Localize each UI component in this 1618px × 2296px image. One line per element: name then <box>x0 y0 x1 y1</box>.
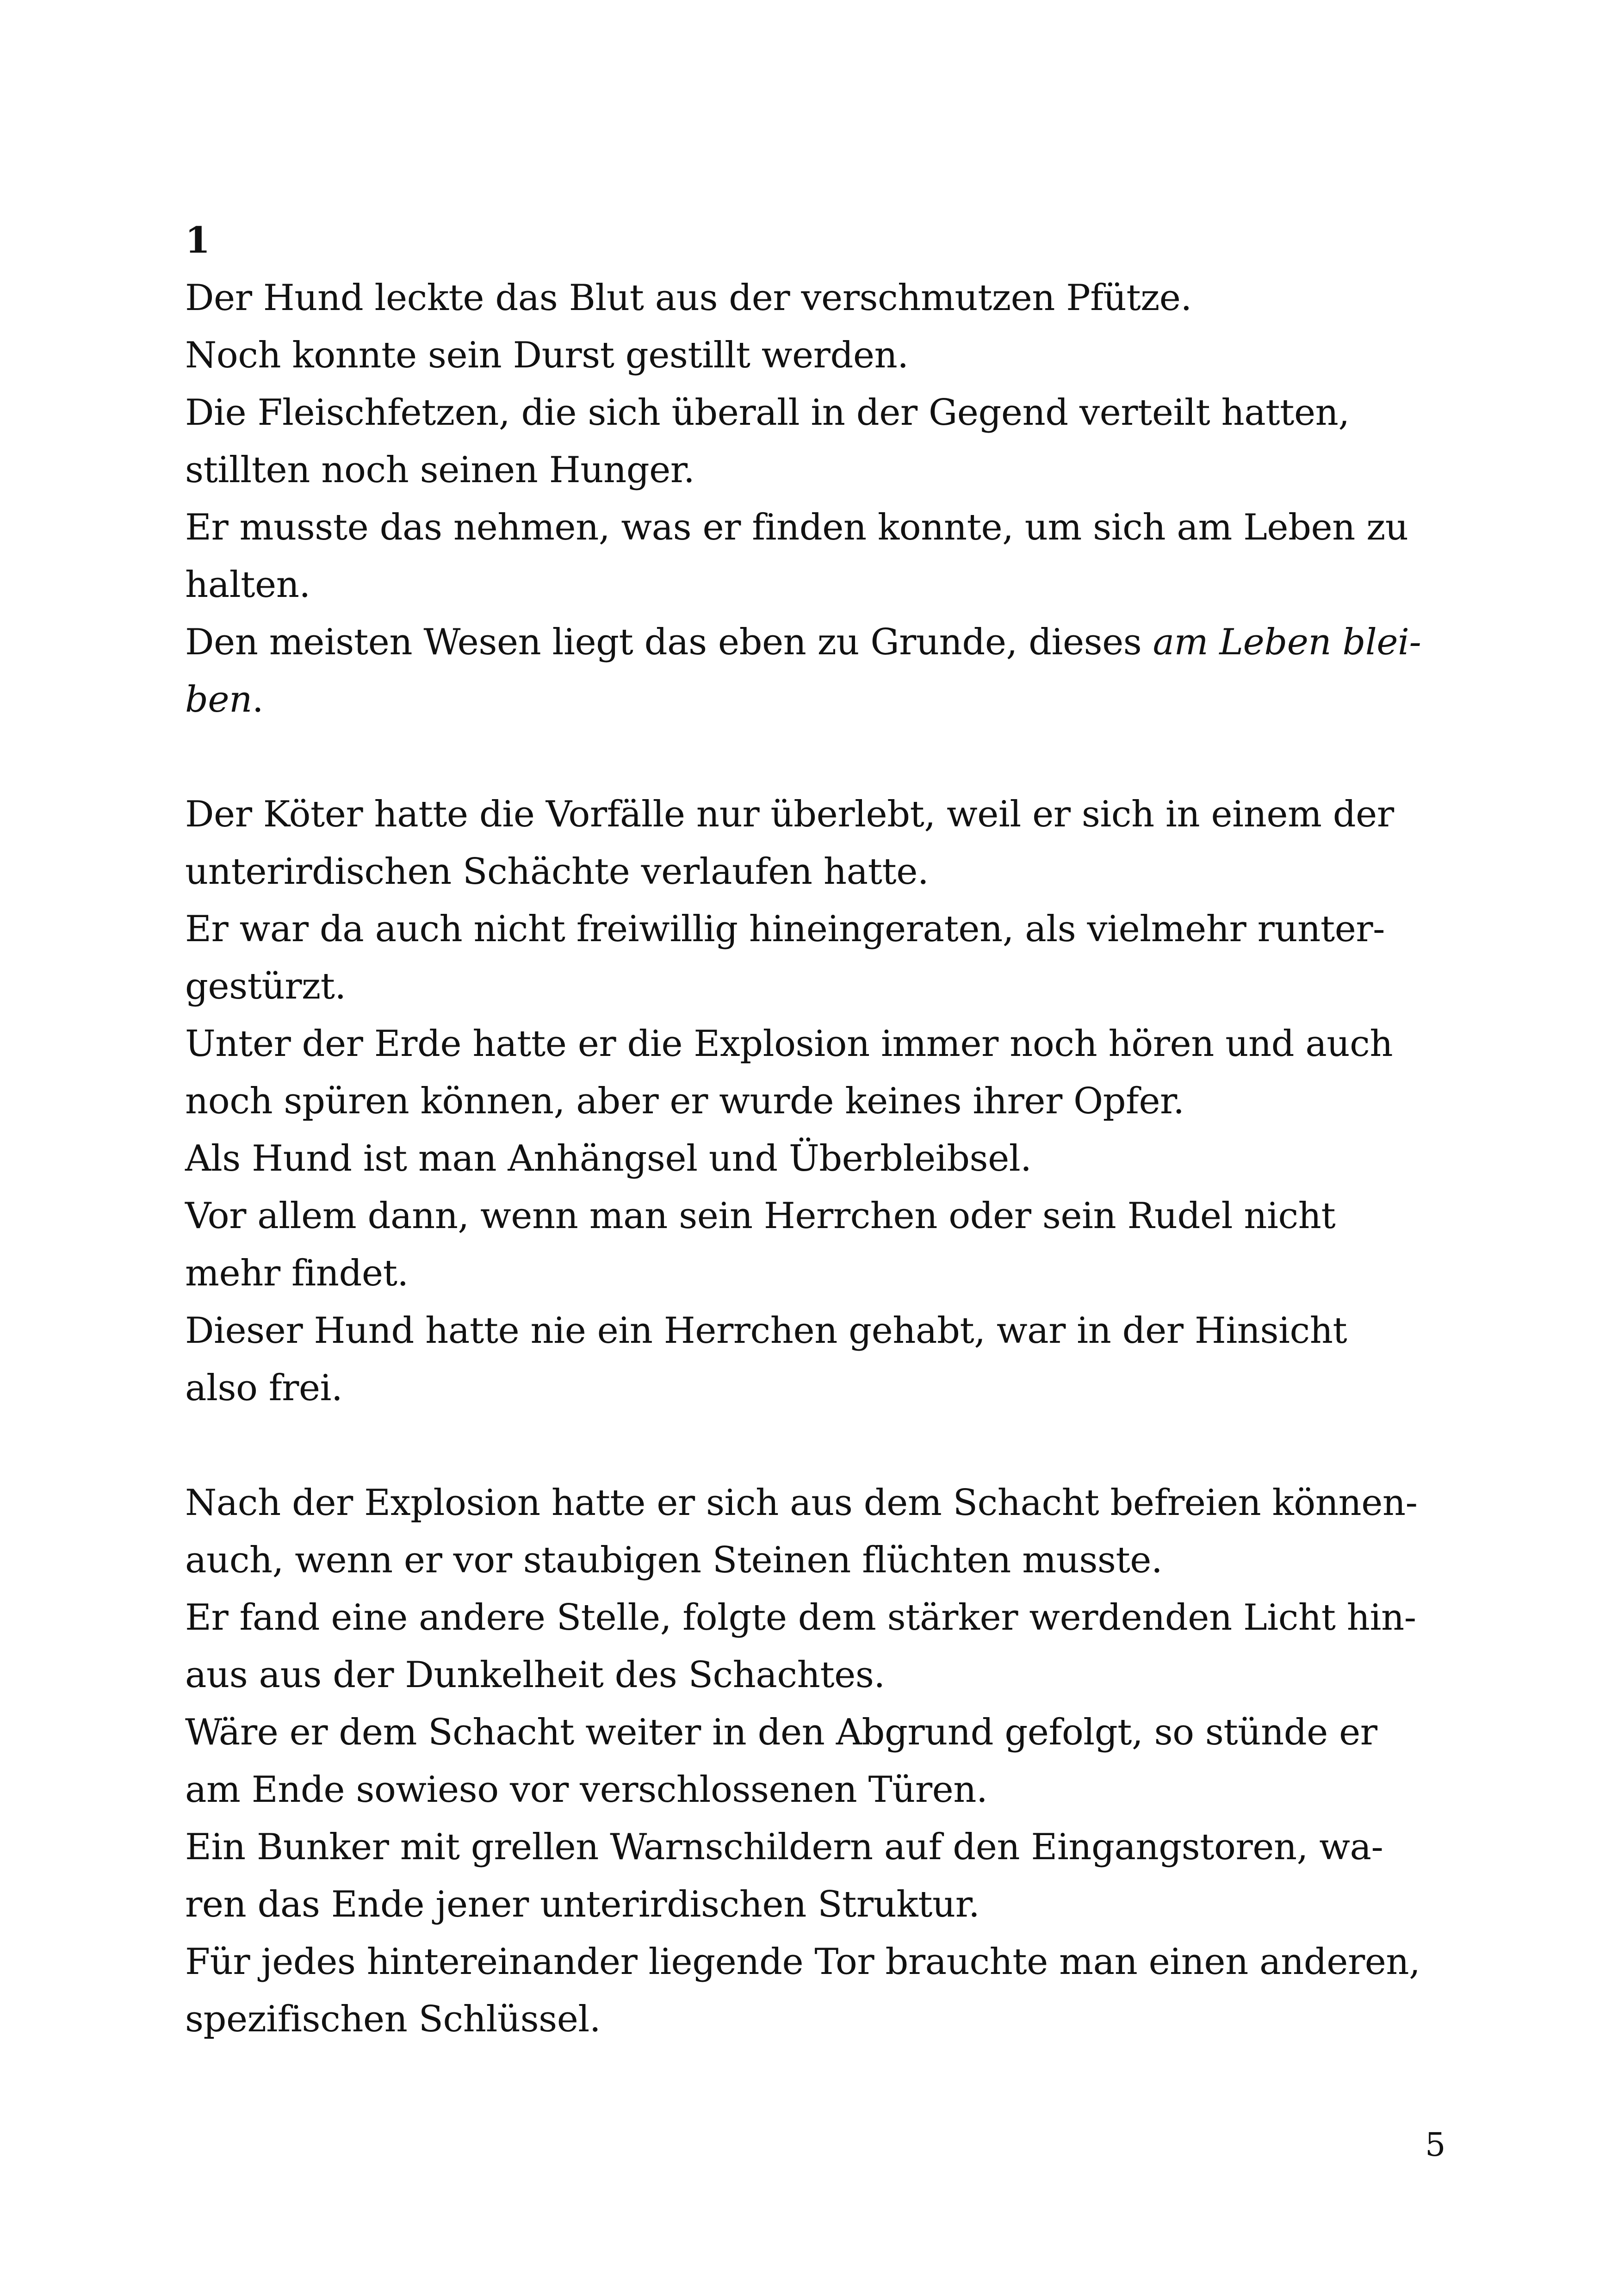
text-span: . <box>252 679 264 720</box>
text-line: am Ende sowieso vor verschlossenen Türen. <box>185 1769 988 1811</box>
emphasis-text: ben <box>185 679 252 720</box>
text-line: spezifischen Schlüssel. <box>185 1998 601 2040</box>
text-line-with-emphasis <box>185 614 1453 671</box>
text-line: Ein Bunker mit grellen Warnschildern auf den Eingangstoren, wa- <box>185 1826 1383 1868</box>
text-line: Nach der Explosion hatte er sich aus dem Schacht befreien können- <box>185 1482 1418 1524</box>
page-body <box>185 212 1453 2048</box>
text-line: Die Fleischfetzen, die sich überall in der Gegend verteilt hatten, <box>185 392 1350 434</box>
text-line: gestürzt. <box>185 966 346 1007</box>
text-line: Vor allem dann, wenn man sein Herrchen oder sein Rudel nicht <box>185 1195 1336 1237</box>
text-line: unterirdischen Schächte verlaufen hatte. <box>185 851 929 893</box>
text-line: mehr findet. <box>185 1253 409 1294</box>
text-line: Der Hund leckte das Blut aus der verschmutzen Pfütze. <box>185 277 1192 319</box>
text-span: Den meisten Wesen liegt das eben zu Grunde, dieses <box>185 621 1153 663</box>
paragraph-gap <box>185 1417 1453 1474</box>
text-line: Unter der Erde hatte er die Explosion immer noch hören und auch <box>185 1023 1393 1065</box>
text-line: halten. <box>185 564 310 606</box>
text-line-with-emphasis <box>185 671 1453 728</box>
paragraph-1 <box>185 269 1453 728</box>
text-line: Er fand eine andere Stelle, folgte dem stärker werdenden Licht hin- <box>185 1597 1416 1638</box>
text-line: auch, wenn er vor staubigen Steinen flüchten musste. <box>185 1539 1163 1581</box>
text-line: Der Köter hatte die Vorfälle nur überlebt, weil er sich in einem der <box>185 794 1394 835</box>
text-line: Für jedes hintereinander liegende Tor brauchte man einen anderen, <box>185 1941 1420 1983</box>
paragraph-gap <box>185 728 1453 786</box>
page-number: 5 <box>1425 2126 1446 2164</box>
paragraph-3 <box>185 1474 1453 2048</box>
text-line: Noch konnte sein Durst gestillt werden. <box>185 335 909 376</box>
text-line: Als Hund ist man Anhängsel und Überbleibsel. <box>185 1138 1032 1179</box>
text-line: Wäre er dem Schacht weiter in den Abgrund gefolgt, so stünde er <box>185 1712 1377 1753</box>
paragraph-2 <box>185 786 1453 1417</box>
text-line: aus aus der Dunkelheit des Schachtes. <box>185 1654 885 1696</box>
chapter-number: 1 <box>185 219 211 261</box>
text-line: Dieser Hund hatte nie ein Herrchen gehabt, war in der Hinsicht <box>185 1310 1347 1352</box>
text-line: Er musste das nehmen, was er finden konnte, um sich am Leben zu <box>185 507 1408 548</box>
text-line: ren das Ende jener unterirdischen Struktur. <box>185 1884 980 1925</box>
text-line: Er war da auch nicht freiwillig hineingeraten, als vielmehr runter- <box>185 908 1385 950</box>
text-line: also frei. <box>185 1367 343 1409</box>
emphasis-text: am Leben blei- <box>1153 621 1421 663</box>
text-line: stillten noch seinen Hunger. <box>185 449 695 491</box>
text-line: noch spüren können, aber er wurde keines ihrer Opfer. <box>185 1080 1184 1122</box>
